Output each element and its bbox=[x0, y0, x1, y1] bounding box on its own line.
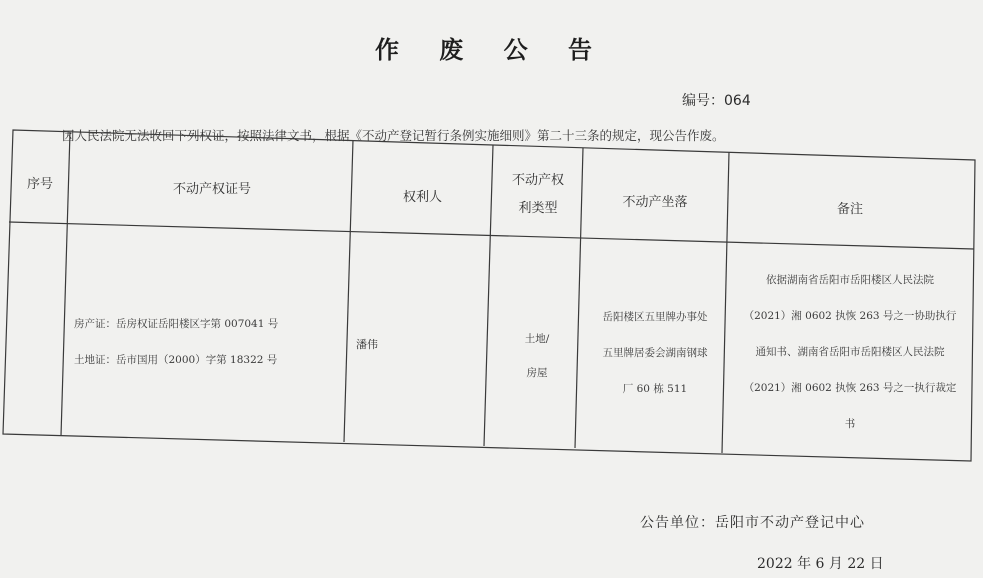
row-right-type-line1: 土地/ bbox=[524, 333, 550, 345]
remark-line-1: 依据湖南省岳阳市岳阳楼区人民法院 bbox=[766, 274, 934, 286]
table-row-cert bbox=[74, 306, 344, 378]
notice-intro: 因人民法院无法收回下列权证，按照法律文书，根据《不动产登记暂行条例实施细则》第二十三条的规定，现公告作废。 bbox=[62, 128, 725, 143]
header-right-type-line1: 不动产权 bbox=[511, 173, 564, 188]
header-location: 不动产坐落 bbox=[622, 195, 688, 210]
issuer: 公告单位：岳阳市不动产登记中心 bbox=[640, 515, 865, 531]
row-right-type bbox=[490, 322, 584, 390]
remark-line-2: （2021）湘 0602 执恢 263 号之一协助执行 bbox=[743, 310, 957, 322]
header-right-type bbox=[492, 167, 584, 237]
header-right-type-line2: 利类型 bbox=[518, 201, 558, 216]
header-owner: 权利人 bbox=[402, 190, 442, 205]
cert-house: 房产证：岳房权证岳阳楼区字第 007041 号 bbox=[74, 318, 279, 330]
location-line-2: 五里牌居委会湖南钢球 bbox=[602, 347, 708, 359]
row-owner: 潘伟 bbox=[356, 338, 378, 351]
location-line-1: 岳阳楼区五里牌办事处 bbox=[602, 311, 708, 323]
row-remark bbox=[727, 262, 973, 442]
remark-line-5: 书 bbox=[844, 418, 856, 430]
header-seq: 序号 bbox=[26, 177, 53, 192]
header-remark: 备注 bbox=[836, 202, 863, 217]
remark-line-3: 通知书、湖南省岳阳市岳阳楼区人民法院 bbox=[755, 346, 945, 358]
notice-number: 编号：064 bbox=[682, 93, 751, 109]
row-right-type-line2: 房屋 bbox=[526, 367, 548, 379]
location-line-3: 厂 60 栋 511 bbox=[622, 383, 688, 395]
remark-line-4: （2021）湘 0602 执恢 263 号之一执行裁定 bbox=[743, 382, 957, 394]
cert-land: 土地证：岳市国用（2000）字第 18322 号 bbox=[74, 354, 278, 366]
header-cert-no: 不动产权证号 bbox=[172, 182, 251, 197]
notice-title: 作 废 公 告 bbox=[374, 36, 609, 64]
issue-date: 2022 年 6 月 22 日 bbox=[757, 556, 884, 572]
row-location bbox=[584, 299, 726, 407]
